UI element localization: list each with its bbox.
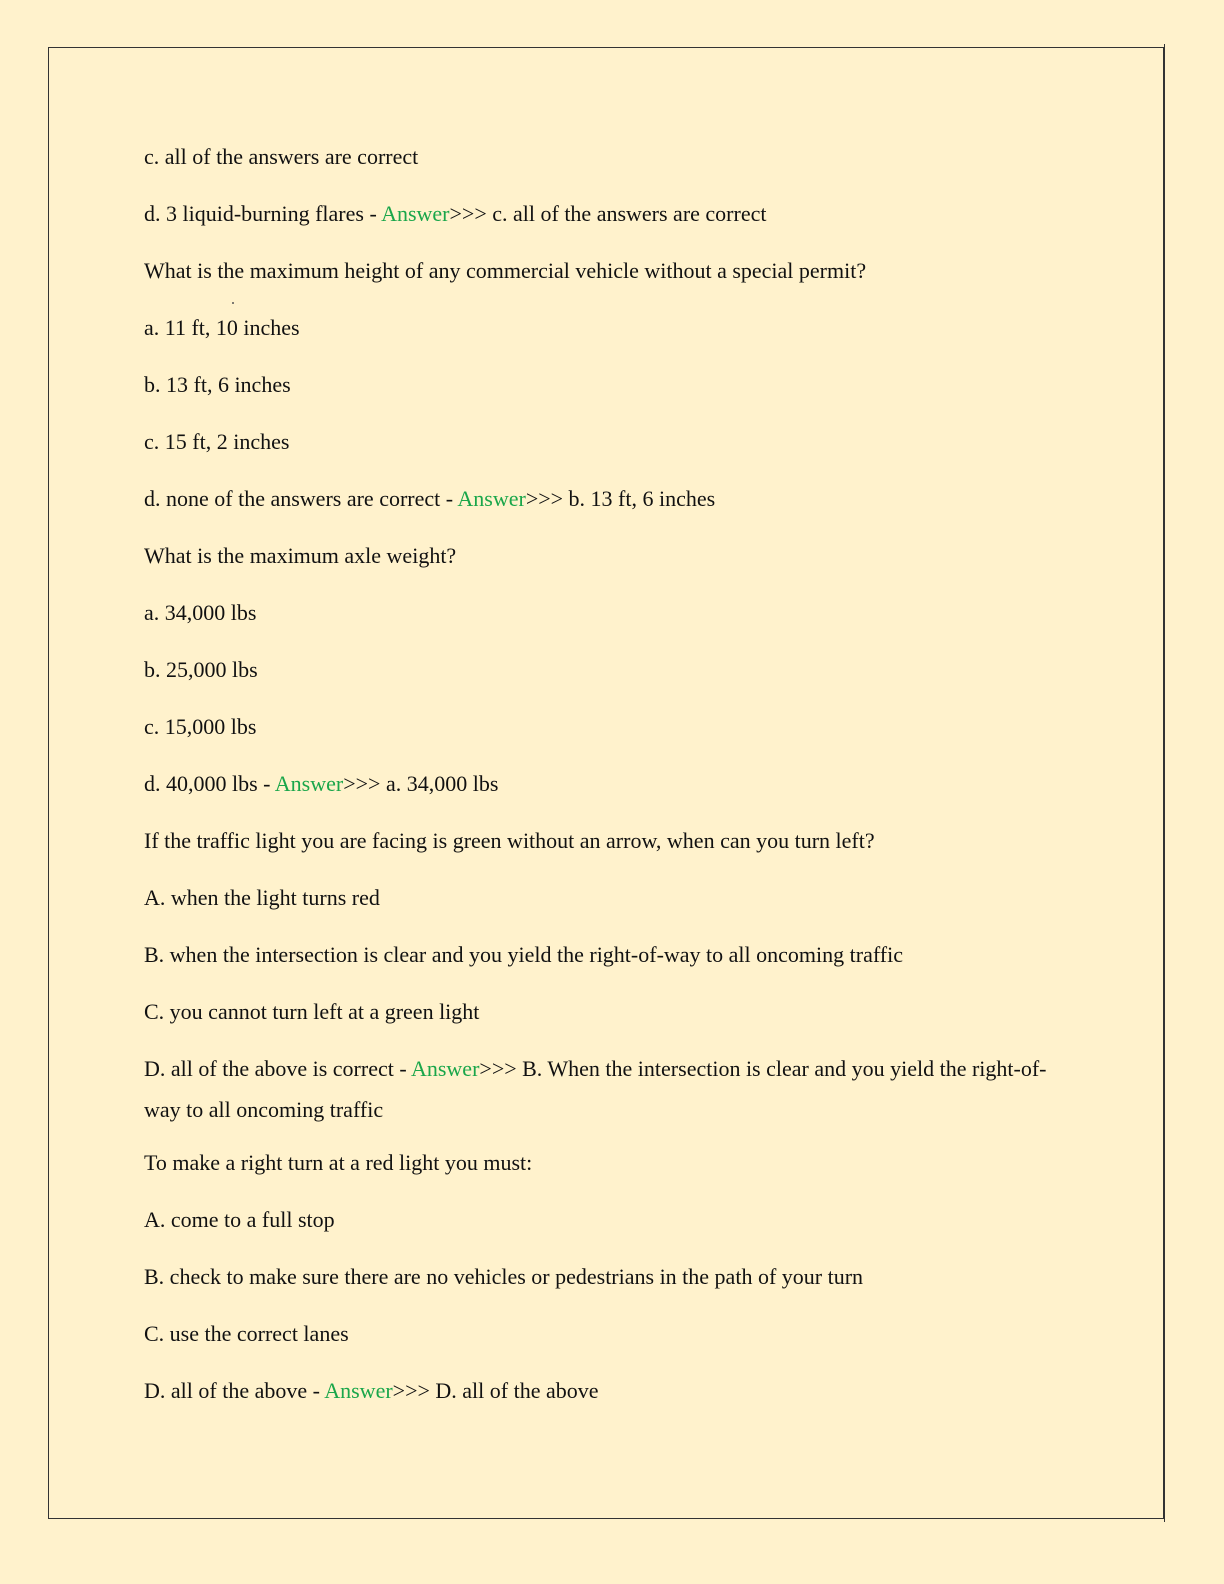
page-border-right-edge — [1164, 44, 1165, 1522]
answer-line: d. 3 liquid-burning flares - Answer>>> c. all of the answers are correct — [144, 201, 767, 226]
option-line: b. 25,000 lbs — [144, 657, 258, 682]
question-line: To make a right turn at a red light you must: — [144, 1150, 533, 1175]
question-line: If the traffic light you are facing is green without an arrow, when can you turn left? — [144, 828, 875, 853]
answer-label: Answer — [324, 1378, 393, 1403]
option-line: A. when the light turns red — [144, 885, 380, 910]
option-line: B. when the intersection is clear and you yield the right-of-way to all oncoming traffic — [144, 942, 903, 967]
question-line: What is the maximum axle weight? — [144, 543, 457, 568]
document-body — [144, 140, 1064, 1431]
answer-line: d. none of the answers are correct - Answer>>> b. 13 ft, 6 inches — [144, 486, 716, 511]
option-line: c. all of the answers are correct — [144, 144, 419, 169]
question-line: What is the maximum height of any commercial vehicle without a special permit? — [144, 258, 867, 283]
answer-line: d. 40,000 lbs - Answer>>> a. 34,000 lbs — [144, 771, 499, 796]
option-line: C. you cannot turn left at a green light — [144, 999, 480, 1024]
option-line: a. 11 ft, 10 inches — [144, 315, 300, 340]
option-line: c. 15,000 lbs — [144, 714, 257, 739]
option-line: C. use the correct lanes — [144, 1321, 349, 1346]
option-line: b. 13 ft, 6 inches — [144, 372, 291, 397]
answer-label: Answer — [410, 1056, 480, 1081]
option-line: c. 15 ft, 2 inches — [144, 429, 290, 454]
option-line: a. 34,000 lbs — [144, 600, 257, 625]
option-line: B. check to make sure there are no vehicles or pedestrians in the path of your turn — [144, 1264, 864, 1289]
option-line: A. come to a full stop — [144, 1207, 335, 1232]
answer-line: D. all of the above is correct - Answer>>> B. When the intersection is clear and you yield the right-of-way to all oncoming traffic — [144, 1056, 1047, 1122]
answer-label: Answer — [457, 486, 526, 511]
answer-label: Answer — [381, 201, 450, 226]
answer-label: Answer — [274, 771, 344, 796]
answer-line: D. all of the above - Answer>>> D. all of the above — [144, 1378, 599, 1403]
